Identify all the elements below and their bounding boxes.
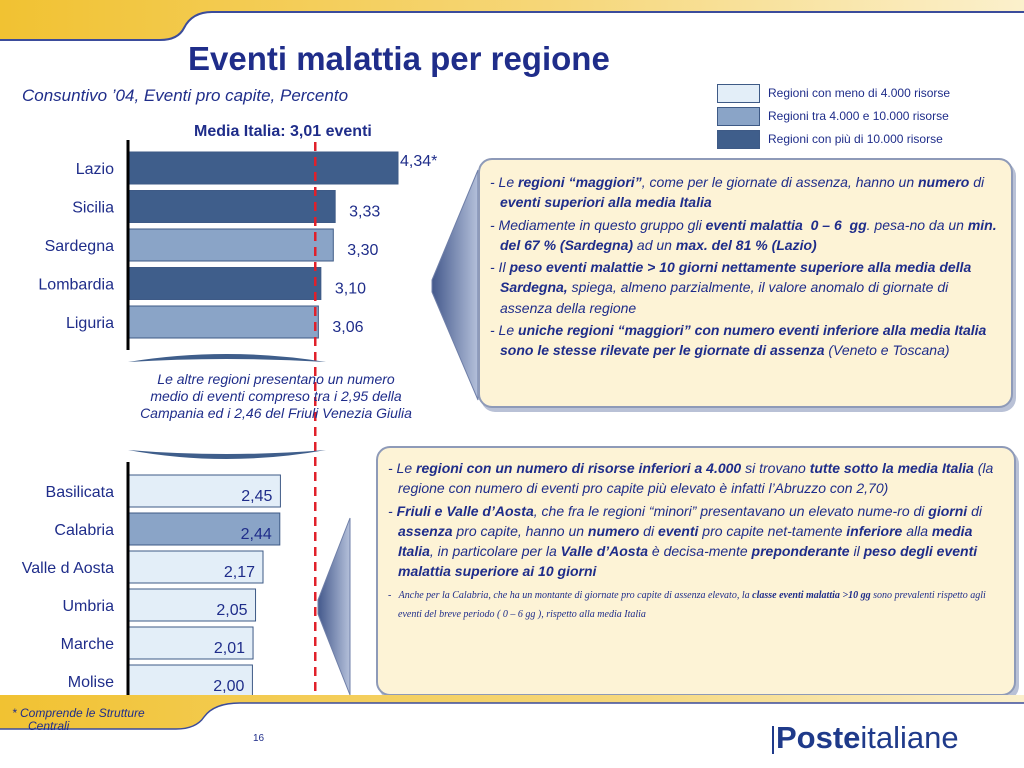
value-label-sardegna: 3,30 (347, 242, 379, 259)
bullet-5: - Le regioni con un numero di risorse inferiori a 4.000 si trovano tutte sotto la media Italia (la regione con numero di eventi pro capite più elevato è infatti l’Abruzzo con 2,70) (388, 460, 994, 497)
value-label-sicilia: 3,33 (349, 203, 381, 221)
category-label-marche: Marche (60, 636, 114, 653)
bullet-1: - Le regioni “maggiori”, come per le giornate di assenza, hanno un numero di eventi superiori alla media Italia (490, 174, 985, 211)
category-label-valle-d-aosta: Valle d Aosta (21, 560, 114, 577)
bullet-7: - Anche per la Calabria, che ha un montante di giornate pro capite di assenza elevato, la classe eventi malattia >10 gg sono prevalenti rispetto agli eventi del breve periodo ( 0 – 6 gg ), rispetto alla media Italia (388, 589, 986, 620)
page-number: 16 (253, 733, 265, 744)
value-label-umbria: 2,05 (216, 602, 248, 619)
logo-separator (772, 726, 774, 754)
legend-label-small: Regioni con meno di 4.000 risorse (768, 86, 951, 100)
arrow-bottom (318, 518, 350, 695)
value-label-calabria: 2,44 (240, 526, 272, 543)
legend-label-large: Regioni con più di 10.000 risorse (768, 132, 943, 146)
category-label-calabria: Calabria (54, 522, 114, 539)
footnote-line-2: Centrali (28, 718, 70, 733)
legend-label-medium: Regioni tra 4.000 e 10.000 risorse (768, 109, 949, 123)
value-label-marche: 2,01 (213, 640, 246, 657)
value-label-basilicata: 2,45 (241, 488, 273, 505)
value-label-liguria: 3,06 (332, 319, 364, 336)
value-label-valle-d-aosta: 2,17 (223, 564, 255, 581)
category-label-basilicata: Basilicata (45, 484, 114, 501)
category-label-sicilia: Sicilia (72, 199, 114, 217)
category-label-umbria: Umbria (62, 598, 114, 615)
media-italia-label: Media Italia: 3,01 eventi (194, 123, 372, 140)
footnote (12, 707, 145, 732)
value-label-lazio: 4,34* (400, 153, 438, 170)
bullet-3: - Il peso eventi malattie > 10 giorni nettamente superiore alla media della Sardegna, spiega, almeno parzialmente, il valore anomalo di giornate di assenza della regione (490, 259, 972, 316)
logo-regular: italiane (860, 720, 959, 755)
bullet-2: - Mediamente in questo gruppo gli eventi malattia 0 – 6 gg. pesa-no da un min. del 67 % (Sardegna) ad un max. del 81 % (Lazio) (490, 216, 997, 253)
poste-italiane-logo (776, 720, 959, 756)
value-label-lombardia: 3,10 (334, 280, 366, 298)
category-label-liguria: Liguria (65, 315, 114, 332)
category-label-sardegna: Sardegna (44, 238, 114, 255)
other-regions-note: Le altre regioni presentano un numero medio di eventi compreso tra i 2,95 della Campania ed i 2,46 del Friuli Venezia Giulia (140, 371, 412, 421)
page-subtitle: Consuntivo ’04, Eventi pro capite, Percento (22, 86, 349, 105)
category-label-lombardia: Lombardia (38, 276, 114, 294)
arrow-top (432, 170, 478, 400)
analysis-box-large-regions (478, 158, 1013, 408)
footnote-line-1: * Comprende le Strutture (12, 706, 145, 720)
page-title: Eventi malattia per regione (188, 40, 610, 77)
value-label-molise: 2,00 (213, 678, 245, 695)
bullet-4: - Le uniche regioni “maggiori” con numero eventi inferiore alla media Italia sono le stesse rilevate per le giornate di assenza (Veneto e Toscana) (490, 322, 987, 359)
category-label-molise: Molise (67, 674, 114, 691)
bullet-6: - Friuli e Valle d’Aosta, che fra le regioni “minori” presentavano un elevato nume-ro di giorni di assenza pro capite, hanno un numero di eventi pro capite net-tamente inferiore alla media Italia, in particolare per la Valle d’Aosta è decisa-mente preponderante il peso degli eventi malattia superiore ai 10 giorni (388, 502, 982, 580)
logo-bold: Poste (776, 720, 861, 755)
analysis-box-small-regions (376, 446, 1016, 696)
category-label-lazio: Lazio (75, 161, 114, 178)
